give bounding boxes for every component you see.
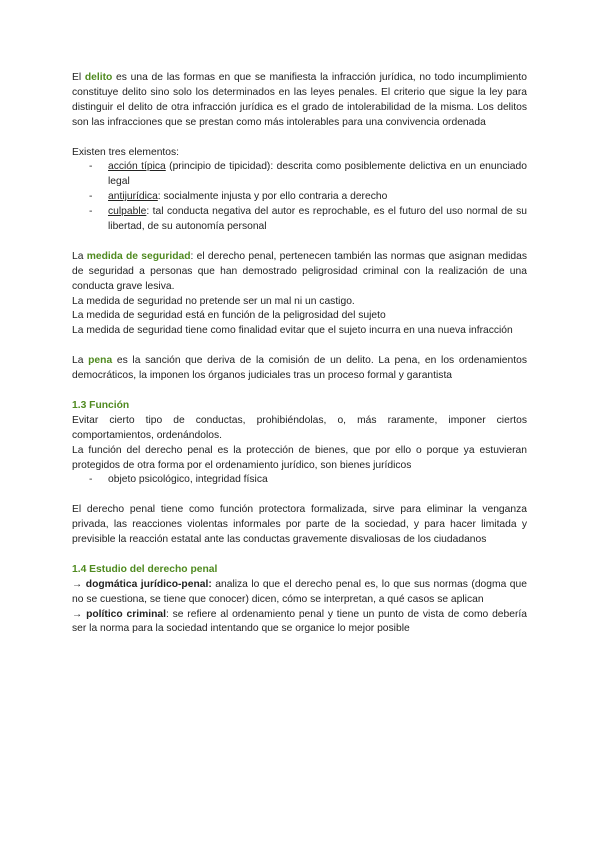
element-text: : tal conducta negativa del autor es reprochable, es el futuro del uso normal de su libertad, de su autonomía personal bbox=[108, 206, 527, 233]
list-item: - objeto psicológico, integridad física bbox=[108, 473, 527, 488]
text: La bbox=[72, 250, 87, 262]
pena-definition: es la sanción que deriva de la comisión de un delito. La pena, en los ordenamientos democráticos, la imponen los órganos judiciales tras un proceso formal y garantista bbox=[72, 355, 527, 382]
element-text: (principio de tipicidad): descrita como posiblemente delictiva en un enunciado legal bbox=[108, 161, 527, 188]
element-term: culpable bbox=[108, 206, 147, 218]
element-term: antijurídica bbox=[108, 191, 158, 203]
funcion-list bbox=[72, 473, 527, 488]
estudio-item bbox=[72, 608, 527, 638]
delito-paragraph bbox=[72, 71, 527, 131]
estudio-text: : se refiere al ordenamiento penal y tiene un punto de vista de como debería ser la norma para la sociedad intentando que se organice lo mejor posible bbox=[72, 608, 528, 635]
delito-term: delito bbox=[84, 72, 113, 83]
funcion-paragraph: La función del derecho penal es la protección de bienes, que por ello o porque ya estuvieran protegidos de otra forma por el ordenamiento jurídico, son bienes jurídicos bbox=[72, 444, 527, 471]
elements-list bbox=[72, 160, 527, 235]
delito-definition: es una de las formas en que se manifiesta la infracción jurídica, no todo incumplimiento constituye delito sino solo los determinados en las leyes penales. El criterio que sigue la ley para distinguir el delito de otra infracción jurídica es el grado de intolerabilidad de la misma. Los delitos son las infracciones que se prestan como más intolerables para una convivencia ordenada bbox=[72, 72, 527, 128]
list-item bbox=[108, 205, 527, 235]
element-text: : socialmente injusta y por ello contraria a derecho bbox=[157, 191, 388, 203]
section-heading-funcion: 1.3 Función bbox=[72, 399, 130, 411]
estudio-text: analiza lo que el derecho penal es, lo que sus normas (dogma que no se cuestiona, se tiene que conocer) dicen, cómo se interpretan, a qué casos se aplican bbox=[72, 578, 527, 605]
medida-term: medida de seguridad bbox=[86, 250, 191, 262]
medida-line: La medida de seguridad no pretende ser un mal ni un castigo. bbox=[72, 295, 355, 307]
list-item bbox=[108, 160, 527, 190]
element-term: acción típica bbox=[108, 161, 166, 173]
funcion-paragraph: Evitar cierto tipo de conductas, prohibiéndolas, o, más raramente, imponer ciertos comportamientos, ordenándolos. bbox=[72, 414, 527, 441]
medida-definition: : el derecho penal, pertenecen también las normas que asignan medidas de seguridad a personas que han demostrado peligrosidad criminal con la realización de una conducta grave lesiva. bbox=[72, 250, 527, 292]
estudio-item bbox=[72, 578, 527, 608]
list-item bbox=[108, 190, 527, 205]
pena-paragraph bbox=[72, 354, 527, 384]
section-heading-estudio: 1.4 Estudio del derecho penal bbox=[72, 563, 218, 575]
medida-paragraph bbox=[72, 250, 527, 295]
text: La bbox=[72, 355, 89, 367]
estudio-term: → dogmática jurídico-penal: bbox=[72, 578, 212, 590]
medida-line: La medida de seguridad está en función de la peligrosidad del sujeto bbox=[72, 310, 386, 322]
elements-intro: Existen tres elementos: bbox=[72, 146, 180, 158]
funcion-paragraph: El derecho penal tiene como función protectora formalizada, sirve para eliminar la venganza privada, las reacciones violentas informales por parte de la sociedad, y para hacer limitada y previsible la reacción estatal ante las conductas gravemente disvaliosas de los ciudadanos bbox=[72, 504, 527, 546]
estudio-term: → político criminal bbox=[72, 608, 166, 620]
text: El bbox=[72, 72, 85, 83]
medida-line: La medida de seguridad tiene como finalidad evitar que el sujeto incurra en una nueva infracción bbox=[72, 325, 513, 337]
pena-term: pena bbox=[88, 355, 113, 367]
